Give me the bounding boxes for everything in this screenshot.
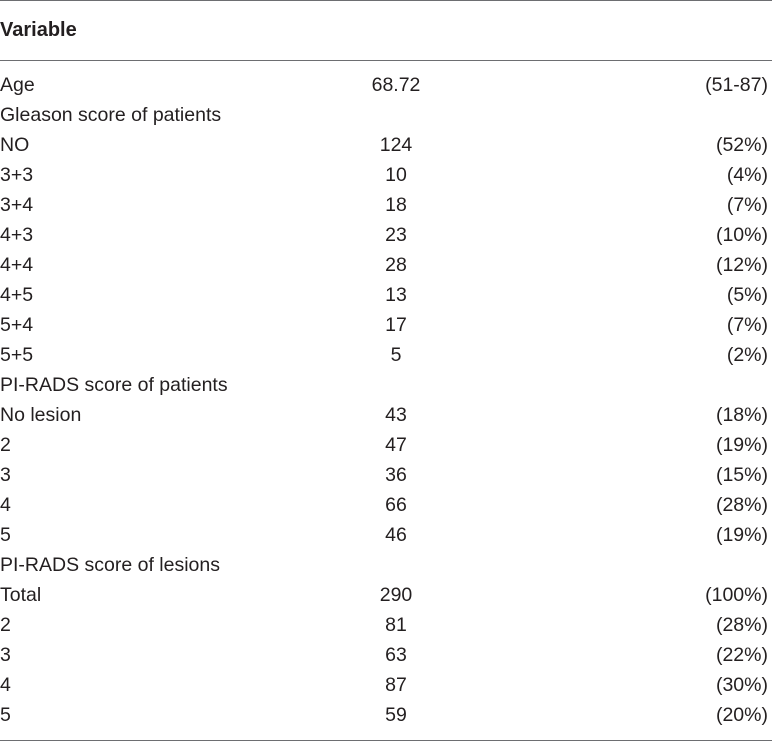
table-row <box>0 610 772 640</box>
table-row <box>0 490 772 520</box>
row-label: PI-RADS score of patients <box>0 374 228 396</box>
row-value: 66 <box>385 494 407 516</box>
table-row <box>0 190 772 220</box>
row-label: 3+4 <box>0 194 34 216</box>
row-label: Total <box>0 584 42 606</box>
table-row <box>0 70 772 100</box>
table-row <box>0 130 772 160</box>
table-row <box>0 220 772 250</box>
row-percentage: (15%) <box>715 464 768 486</box>
row-label: 5+5 <box>0 344 34 366</box>
row-percentage: (4%) <box>726 164 768 186</box>
row-percentage: (12%) <box>715 254 768 276</box>
row-value: 10 <box>385 164 407 186</box>
row-value: 43 <box>385 404 407 426</box>
row-label: 4+3 <box>0 224 34 246</box>
row-label: 4+5 <box>0 284 34 306</box>
row-value: 13 <box>385 284 407 306</box>
row-percentage: (7%) <box>726 194 768 216</box>
table-row <box>0 700 772 730</box>
row-percentage: (19%) <box>715 524 768 546</box>
row-value: 87 <box>385 674 407 696</box>
row-label: 3+3 <box>0 164 34 186</box>
table-row <box>0 670 772 700</box>
table-row <box>0 370 772 400</box>
table-row <box>0 310 772 340</box>
table-row <box>0 640 772 670</box>
row-percentage: (2%) <box>726 344 768 366</box>
row-label: PI-RADS score of lesions <box>0 554 220 576</box>
row-label: 2 <box>0 614 11 636</box>
row-percentage: (100%) <box>705 584 768 606</box>
row-percentage: (30%) <box>715 674 768 696</box>
row-label: 5 <box>0 704 11 726</box>
table-row <box>0 250 772 280</box>
row-label: 4 <box>0 674 11 696</box>
row-value: 23 <box>385 224 407 246</box>
row-label: 5 <box>0 524 11 546</box>
row-value: 63 <box>385 644 407 666</box>
row-value: 17 <box>385 314 407 336</box>
row-label: Age <box>0 74 35 96</box>
row-percentage: (5%) <box>726 284 768 306</box>
table-row <box>0 580 772 610</box>
top-rule <box>0 0 772 1</box>
row-value: 290 <box>379 584 413 606</box>
table-row <box>0 520 772 550</box>
row-label: 3 <box>0 644 11 666</box>
row-percentage: (52%) <box>715 134 768 156</box>
row-percentage: (18%) <box>715 404 768 426</box>
row-percentage: (7%) <box>726 314 768 336</box>
row-value: 36 <box>385 464 407 486</box>
row-label: No lesion <box>0 404 82 426</box>
table-row <box>0 400 772 430</box>
row-value: 18 <box>385 194 407 216</box>
table-row <box>0 550 772 580</box>
bottom-rule <box>0 740 772 741</box>
header-rule <box>0 60 772 61</box>
row-value: 124 <box>379 134 413 156</box>
table-row <box>0 160 772 190</box>
row-label: 4+4 <box>0 254 34 276</box>
row-percentage: (20%) <box>715 704 768 726</box>
table-row <box>0 430 772 460</box>
table-row <box>0 100 772 130</box>
row-percentage: (10%) <box>715 224 768 246</box>
table-body <box>0 70 772 730</box>
table-row <box>0 280 772 310</box>
row-value: 68.72 <box>371 74 421 96</box>
row-percentage: (22%) <box>715 644 768 666</box>
row-label: NO <box>0 134 30 156</box>
row-value: 46 <box>385 524 407 546</box>
row-value: 81 <box>385 614 407 636</box>
row-label: 3 <box>0 464 11 486</box>
row-value: 5 <box>390 344 402 366</box>
row-label: Gleason score of patients <box>0 104 222 126</box>
row-value: 47 <box>385 434 407 456</box>
row-percentage: (51-87) <box>705 74 768 96</box>
table-row <box>0 460 772 490</box>
row-value: 59 <box>385 704 407 726</box>
row-percentage: (19%) <box>715 434 768 456</box>
row-value: 28 <box>385 254 407 276</box>
table-row <box>0 340 772 370</box>
row-label: 2 <box>0 434 11 456</box>
row-label: 4 <box>0 494 11 516</box>
row-percentage: (28%) <box>715 494 768 516</box>
table-header-variable: Variable <box>0 19 77 41</box>
row-percentage: (28%) <box>715 614 768 636</box>
row-label: 5+4 <box>0 314 34 336</box>
